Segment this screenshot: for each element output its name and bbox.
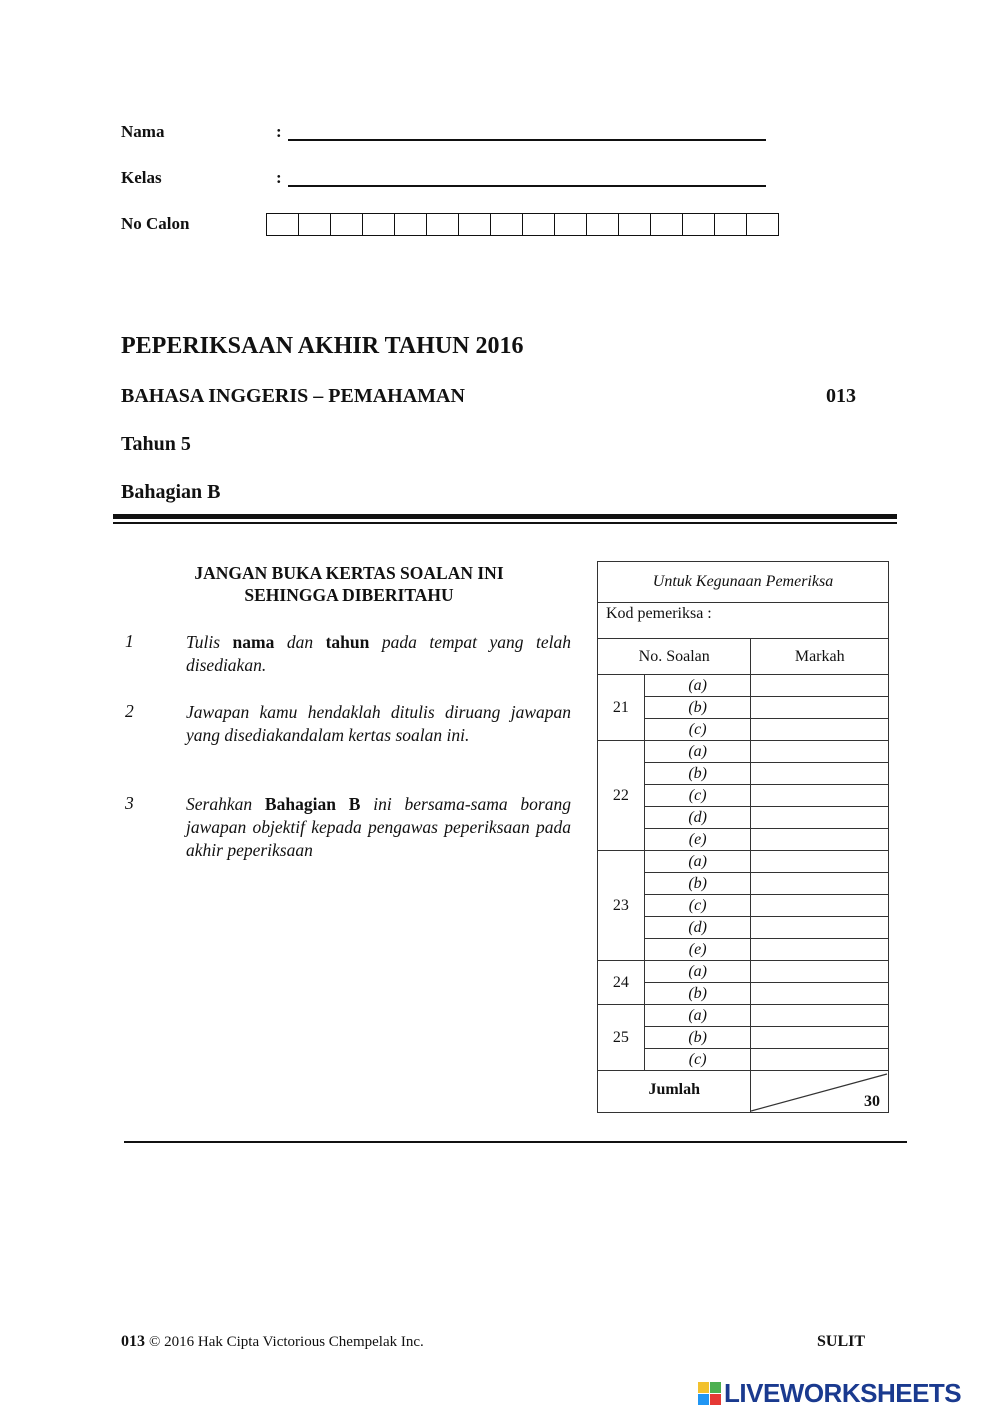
- calon-box[interactable]: [523, 214, 555, 235]
- mark-cell[interactable]: [751, 1027, 889, 1049]
- instructions-heading-line1: JANGAN BUKA KERTAS SOALAN INI: [194, 563, 504, 583]
- instruction-number: 3: [125, 793, 134, 813]
- instruction-number: 2: [125, 701, 134, 721]
- footer-copyright: © 2016 Hak Cipta Victorious Chempelak Inc.: [149, 1334, 424, 1350]
- jumlah-cell[interactable]: [751, 1071, 889, 1113]
- liveworksheets-logo: [697, 1378, 961, 1409]
- calon-box[interactable]: [395, 214, 427, 235]
- jumlah-label: Jumlah: [598, 1071, 751, 1113]
- instruction-item-3: [186, 793, 571, 862]
- thick-divider: [113, 514, 897, 519]
- mark-cell[interactable]: [751, 675, 889, 697]
- exam-title: PEPERIKSAAN AKHIR TAHUN 2016: [121, 333, 524, 359]
- calon-box[interactable]: [331, 214, 363, 235]
- question-part: (e): [644, 829, 751, 851]
- calon-box[interactable]: [715, 214, 747, 235]
- exam-year: Tahun 5: [121, 433, 191, 455]
- mark-cell[interactable]: [751, 697, 889, 719]
- instructions-heading-line2: SEHINGGA DIBERITAHU: [244, 585, 454, 605]
- question-part: (a): [644, 741, 751, 763]
- calon-box[interactable]: [683, 214, 715, 235]
- mark-cell[interactable]: [751, 851, 889, 873]
- instruction-number: 1: [125, 631, 134, 651]
- mark-cell[interactable]: [751, 983, 889, 1005]
- footer-left: [121, 1333, 424, 1351]
- instruction-text: pada tempat yang telah disediakan.: [186, 632, 572, 675]
- exam-code: 013: [826, 385, 856, 407]
- calon-box[interactable]: [587, 214, 619, 235]
- question-part: (b): [644, 1027, 751, 1049]
- question-part: (a): [644, 961, 751, 983]
- instructions-heading: [168, 562, 530, 606]
- mark-cell[interactable]: [751, 939, 889, 961]
- question-part: (d): [644, 807, 751, 829]
- calon-box[interactable]: [619, 214, 651, 235]
- instruction-text: dan: [274, 632, 326, 652]
- instruction-bold: Bahagian B: [264, 794, 361, 814]
- calon-label: No Calon: [121, 214, 190, 233]
- instruction-text: ini bersama-sama borang jawapan objektif kepada pengawas peperiksaan pada akhir peperiksaan: [186, 794, 571, 860]
- question-number: 21: [598, 675, 645, 741]
- liveworksheets-text: LIVEWORKSHEETS: [724, 1378, 962, 1408]
- question-part: (b): [644, 697, 751, 719]
- mark-cell[interactable]: [751, 873, 889, 895]
- mark-cell[interactable]: [751, 785, 889, 807]
- mark-cell[interactable]: [751, 829, 889, 851]
- mark-cell[interactable]: [751, 917, 889, 939]
- question-part: (c): [644, 1049, 751, 1071]
- exam-subject: BAHASA INGGERIS – PEMAHAMAN: [121, 385, 465, 407]
- question-part: (b): [644, 763, 751, 785]
- calon-box[interactable]: [459, 214, 491, 235]
- instruction-item-2: Jawapan kamu hendaklah ditulis diruang jawapan yang disediakandalam kertas soalan ini.: [186, 702, 571, 745]
- question-part: (c): [644, 895, 751, 917]
- calon-box[interactable]: [555, 214, 587, 235]
- question-number: 25: [598, 1005, 645, 1071]
- footer-code: 013: [121, 1333, 145, 1350]
- exam-section: Bahagian B: [121, 481, 221, 503]
- question-part: (a): [644, 675, 751, 697]
- bottom-divider: [124, 1141, 907, 1143]
- thin-divider: [113, 522, 897, 524]
- question-number: 22: [598, 741, 645, 851]
- instruction-bold: tahun: [325, 632, 370, 652]
- mark-cell[interactable]: [751, 741, 889, 763]
- col-header-markah: Markah: [751, 639, 889, 675]
- nama-input-line[interactable]: [288, 139, 766, 141]
- calon-box[interactable]: [267, 214, 299, 235]
- mark-cell[interactable]: [751, 807, 889, 829]
- instruction-item-1: [186, 631, 571, 677]
- question-part: (a): [644, 851, 751, 873]
- calon-box[interactable]: [747, 214, 778, 235]
- nama-colon: :: [276, 122, 282, 141]
- calon-box[interactable]: [299, 214, 331, 235]
- mark-cell[interactable]: [751, 1049, 889, 1071]
- question-part: (b): [644, 983, 751, 1005]
- question-number: 24: [598, 961, 645, 1005]
- nama-label: Nama: [121, 122, 165, 141]
- mark-cell[interactable]: [751, 895, 889, 917]
- question-part: (a): [644, 1005, 751, 1027]
- question-part: (b): [644, 873, 751, 895]
- mark-cell[interactable]: [751, 763, 889, 785]
- mark-cell[interactable]: [751, 961, 889, 983]
- instruction-text: Tulis: [186, 632, 233, 652]
- question-part: (c): [644, 719, 751, 741]
- calon-box[interactable]: [651, 214, 683, 235]
- total-marks: 30: [864, 1093, 880, 1110]
- calon-box[interactable]: [363, 214, 395, 235]
- kelas-input-line[interactable]: [288, 185, 766, 187]
- question-number: 23: [598, 851, 645, 961]
- mark-cell[interactable]: [751, 1005, 889, 1027]
- question-part: (c): [644, 785, 751, 807]
- question-part: (d): [644, 917, 751, 939]
- kelas-label: Kelas: [121, 168, 162, 187]
- kelas-colon: :: [276, 168, 282, 187]
- mark-cell[interactable]: [751, 719, 889, 741]
- kod-pemeriksa: Kod pemeriksa :: [598, 603, 889, 639]
- calon-box[interactable]: [491, 214, 523, 235]
- calon-boxes[interactable]: [266, 213, 779, 236]
- marks-table-title: Untuk Kegunaan Pemeriksa: [598, 562, 889, 603]
- footer-sulit: SULIT: [817, 1333, 866, 1350]
- calon-box[interactable]: [427, 214, 459, 235]
- marks-table: [597, 561, 889, 1113]
- instruction-bold: nama: [232, 632, 275, 652]
- instruction-text: Serahkan: [186, 794, 265, 814]
- liveworksheets-icon: [697, 1380, 723, 1408]
- col-header-soalan: No. Soalan: [598, 639, 751, 675]
- question-part: (e): [644, 939, 751, 961]
